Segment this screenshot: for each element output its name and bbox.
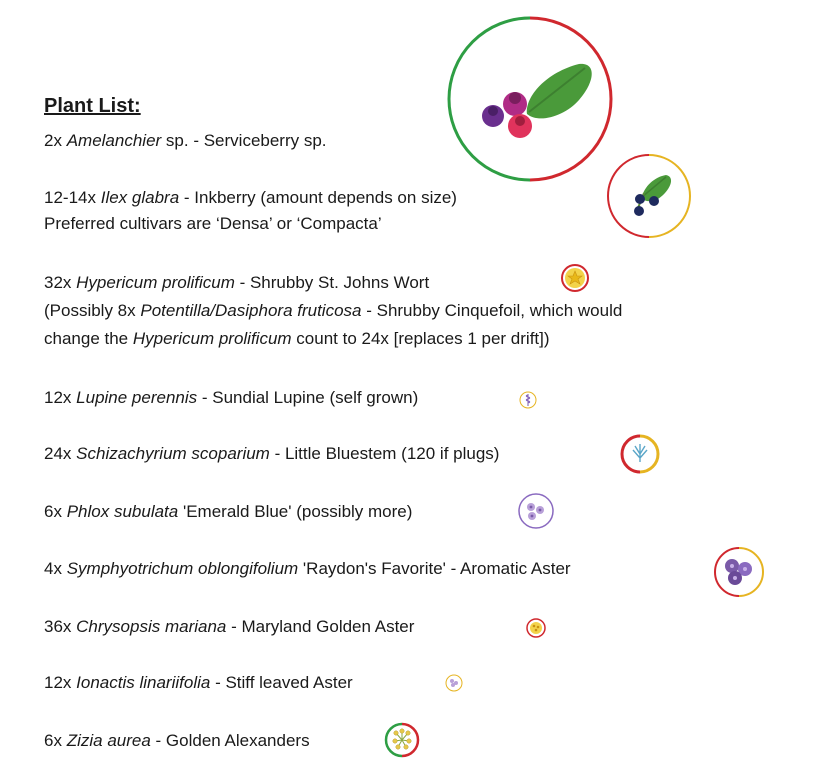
plant-entry-serviceberry: 2x Amelanchier sp. - Serviceberry sp. [44,131,327,150]
little-bluestem-icon [620,434,660,474]
stiff-aster-icon [444,673,464,693]
plant-entry-golden-alexanders: 6x Zizia aurea - Golden Alexanders [44,731,310,750]
golden-alexanders-icon [384,722,420,758]
plant-list-heading: Plant List: [44,95,141,117]
inkberry-icon [606,153,692,239]
plant-entry-inkberry-note: Preferred cultivars are ‘Densa’ or ‘Compacta’ [44,214,382,233]
plant-entry-st-johns-wort-note: (Possibly 8x Potentilla/Dasiphora fruticosa - Shrubby Cinquefoil, which would [44,301,623,320]
plant-entry-phlox: 6x Phlox subulata 'Emerald Blue' (possibly more) [44,502,413,521]
plant-entry-aromatic-aster: 4x Symphyotrichum oblongifolium 'Raydon's Favorite' - Aromatic Aster [44,559,571,578]
plant-entry-st-johns-wort: 32x Hypericum prolificum - Shrubby St. Johns Wort [44,273,430,292]
st-johns-wort-icon [560,263,590,293]
plant-entry-stiff-aster: 12x Ionactis linariifolia - Stiff leaved Aster [44,673,353,692]
plant-entry-golden-aster: 36x Chrysopsis mariana - Maryland Golden Aster [44,617,415,636]
golden-aster-icon [525,617,547,639]
lupine-icon [518,390,538,410]
plant-entry-st-johns-wort-note2: change the Hypericum prolificum count to 24x [replaces 1 per drift]) [44,329,550,348]
serviceberry-icon [447,16,613,182]
plant-entry-lupine: 12x Lupine perennis - Sundial Lupine (self grown) [44,388,419,407]
phlox-icon [517,492,555,530]
plant-entry-little-bluestem: 24x Schizachyrium scoparium - Little Bluestem (120 if plugs) [44,444,500,463]
aromatic-aster-icon [713,546,765,598]
plant-entry-inkberry: 12-14x Ilex glabra - Inkberry (amount depends on size) [44,188,457,207]
